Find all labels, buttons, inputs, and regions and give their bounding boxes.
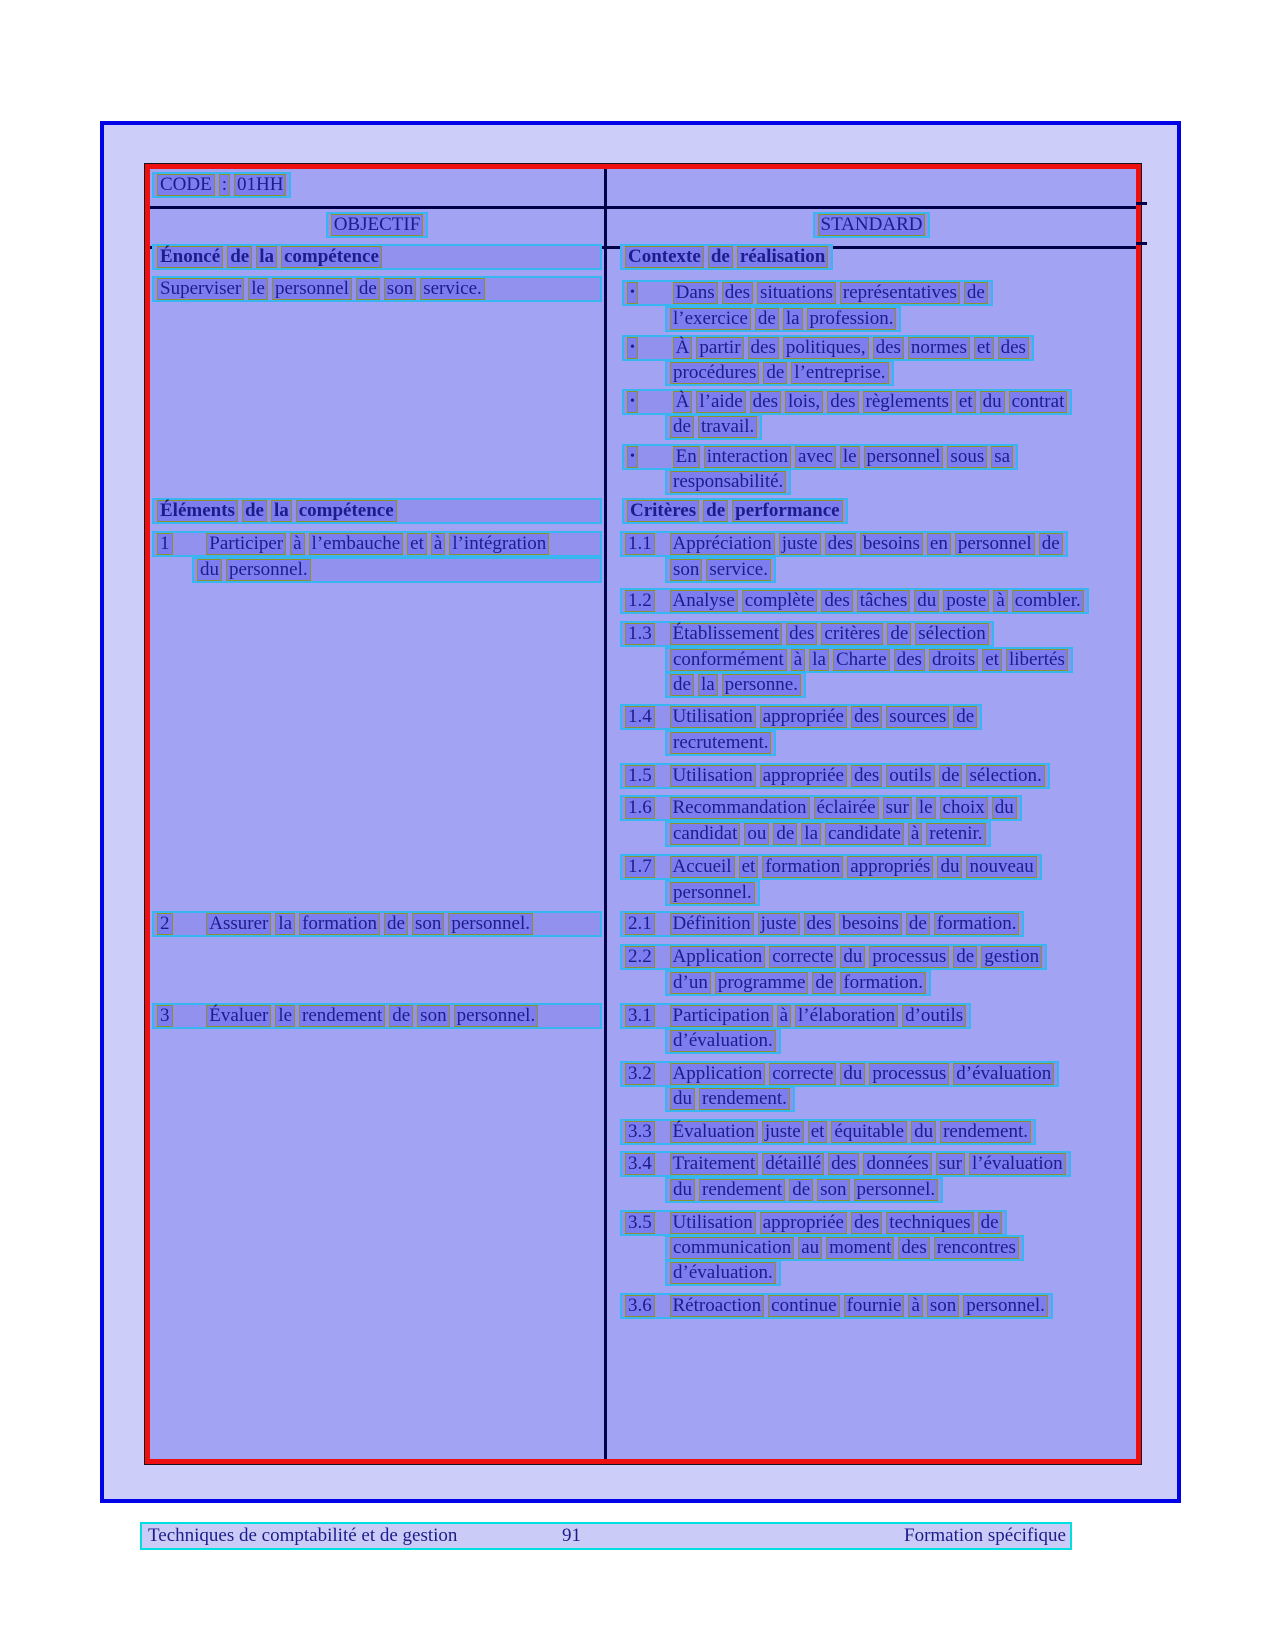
context-bullet-continuation: procédures de l’entreprise. [665,360,894,386]
critere-item: 1.7 Accueil et formation appropriés du nouveau [620,854,1042,880]
table-red-border [145,164,1141,1464]
context-bullet-continuation: responsabilité. [665,469,791,495]
critere-item: 1.3 Établissement des critères de sélection [620,621,994,647]
critere-item-continuation: communication au moment des rencontres [665,1235,1024,1261]
criteres-title: Critères de performance [622,498,848,524]
critere-item: 2.1 Définition juste des besoins de formation. [620,911,1024,937]
critere-number: 3.2 [625,1063,655,1085]
footer-page-number: 91 [562,1525,581,1546]
critere-item-continuation: d’évaluation. [665,1028,781,1054]
context-bullet: • En interaction avec le personnel sous sa [622,444,1018,470]
contexte-title: Contexte de réalisation [620,244,833,270]
context-bullet: • À l’aide des lois, des règlements et du contrat [622,389,1072,415]
element-number: 2 [157,913,173,935]
critere-number: 3.4 [625,1153,655,1175]
critere-number: 1.6 [625,797,655,819]
row-divider-code [150,206,1136,209]
context-bullet-continuation: l’exercice de la profession. [665,306,901,332]
critere-item: 3.6 Rétroaction continue fournie à son personnel. [620,1293,1053,1319]
critere-item: 1.2 Analyse complète des tâches du poste à combler. [620,588,1089,614]
critere-item-continuation: du rendement. [665,1086,795,1112]
element-number: 1 [157,533,173,555]
critere-item-continuation: du rendement de son personnel. [665,1177,943,1203]
critere-item-continuation: recrutement. [665,730,776,756]
critere-number: 1.3 [625,623,655,645]
context-bullet: • À partir des politiques, des normes et des [622,335,1034,361]
code-cell [152,172,291,198]
critere-item: 1.1 Appréciation juste des besoins en personnel de [620,531,1068,557]
code-value: CODE : 01HH [155,173,288,194]
element-item: 2 Assurer la formation de son personnel. [152,911,602,937]
critere-number: 1.5 [625,765,655,787]
page-footer [140,1522,1072,1550]
objectif-header: OBJECTIF [326,212,429,238]
critere-item-continuation: conformément à la Charte des droits et libertés [665,647,1073,673]
critere-item: 1.4 Utilisation appropriée des sources de [620,704,982,730]
critere-number: 3.1 [625,1005,655,1027]
critere-item: 3.2 Application correcte du processus d’évaluation [620,1061,1059,1087]
critere-item: 3.3 Évaluation juste et équitable du rendement. [620,1119,1036,1145]
critere-number: 2.2 [625,946,655,968]
bullet-icon: • [627,337,638,359]
critere-item-continuation: son service. [665,557,776,583]
critere-item-continuation: d’évaluation. [665,1260,781,1286]
critere-number: 1.2 [625,590,655,612]
critere-item-continuation: de la personne. [665,672,806,698]
bullet-icon: • [627,391,638,413]
critere-item: 3.4 Traitement détaillé des données sur l’évaluation [620,1151,1071,1177]
critere-number: 1.4 [625,706,655,728]
context-bullet: • Dans des situations représentatives de [622,280,993,306]
bullet-icon: • [627,446,638,468]
standard-header-cell [607,212,1136,238]
footer-document-title: Techniques de comptabilité et de gestion [148,1525,458,1546]
context-bullet-continuation: de travail. [665,414,762,440]
critere-item: 3.1 Participation à l’élaboration d’outils [620,1003,971,1029]
critere-number: 2.1 [625,913,655,935]
critere-number: 3.5 [625,1212,655,1234]
critere-number: 3.3 [625,1121,655,1143]
enonce-text: Superviser le personnel de son service. [152,276,602,302]
table-content [150,169,1136,1459]
enonce-title: Énoncé de la compétence [152,244,602,270]
standard-header: STANDARD [813,212,931,238]
critere-item: 2.2 Application correcte du processus de gestion [620,944,1047,970]
critere-number: 3.6 [625,1295,655,1317]
elements-title: Éléments de la compétence [152,498,602,524]
critere-item: 1.5 Utilisation appropriée des outils de sélection. [620,763,1050,789]
element-number: 3 [157,1005,173,1027]
bullet-icon: • [627,282,638,304]
grid-overhang [1136,242,1147,245]
critere-item: 1.6 Recommandation éclairée sur le choix du [620,795,1022,821]
critere-item: 3.5 Utilisation appropriée des techniques de [620,1210,1007,1236]
page-sheet [100,121,1181,1503]
critere-item-continuation: personnel. [665,880,760,906]
critere-item-continuation: candidat ou de la candidate à retenir. [665,821,991,847]
competency-table [144,163,1142,1465]
critere-number: 1.1 [625,533,655,555]
critere-number: 1.7 [625,856,655,878]
critere-item-continuation: d’un programme de formation. [665,970,931,996]
element-item: 1 Participer à l’embauche et à l’intégration [152,531,602,557]
column-divider [604,169,607,1459]
grid-overhang [1136,202,1147,205]
element-item: 3 Évaluer le rendement de son personnel. [152,1003,602,1029]
footer-section: Formation spécifique [904,1525,1066,1546]
element-item-continuation: du personnel. [192,557,602,583]
objectif-header-cell [150,212,604,238]
